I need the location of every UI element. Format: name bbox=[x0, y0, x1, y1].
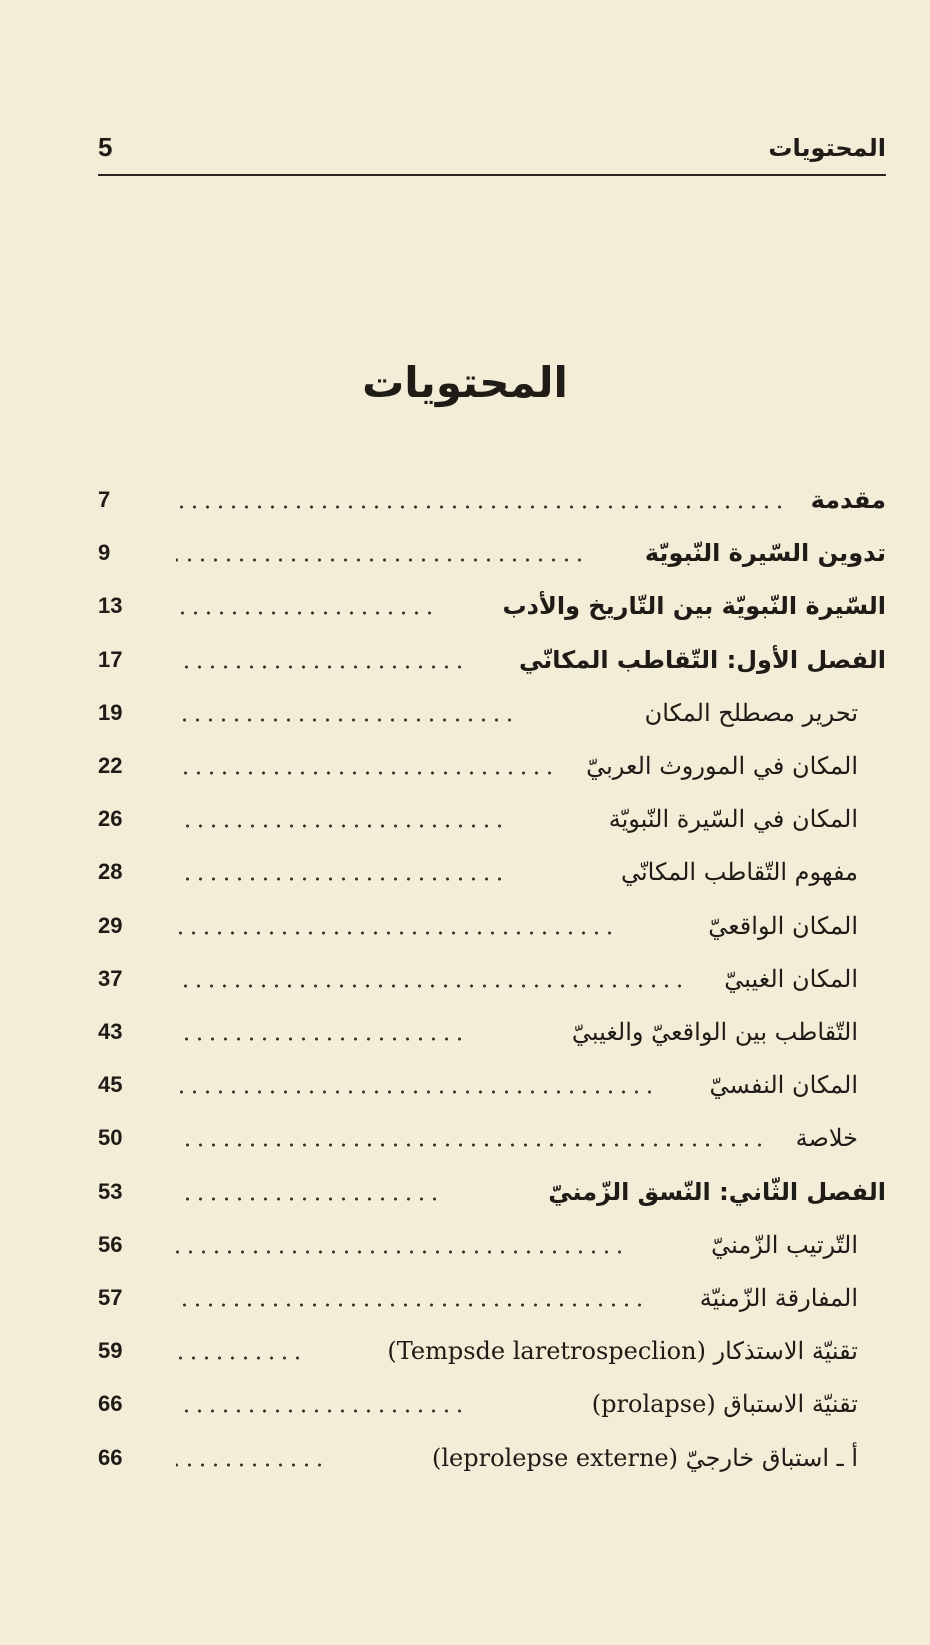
toc-entry-page-number: 13 bbox=[98, 593, 123, 618]
toc-entry bbox=[98, 1438, 886, 1478]
toc-entry bbox=[98, 1225, 886, 1265]
toc-entry-page-number: 50 bbox=[98, 1125, 123, 1150]
toc-dot-leader bbox=[176, 1463, 326, 1467]
toc-entry bbox=[98, 640, 886, 680]
toc-entry-title: تحرير مصطلح المكان bbox=[644, 699, 858, 727]
toc-entry-title: السّيرة النّبويّة بين التّاريخ والأدب bbox=[502, 592, 886, 620]
toc-entry-page-number: 9 bbox=[98, 540, 111, 565]
page-title: المحتويات bbox=[362, 358, 568, 407]
toc-entry bbox=[98, 480, 886, 520]
toc-entry bbox=[98, 906, 886, 946]
toc-entry-title: المكان الواقعيّ bbox=[708, 912, 858, 940]
toc-dot-leader bbox=[176, 558, 586, 562]
toc-entry bbox=[98, 1331, 886, 1371]
toc-entry-page-number: 22 bbox=[98, 753, 123, 778]
toc-entry bbox=[98, 852, 886, 892]
toc-dot-leader bbox=[176, 1303, 646, 1307]
toc-entry-page-number: 66 bbox=[98, 1391, 123, 1416]
toc-entry-title: خلاصة bbox=[795, 1124, 858, 1152]
toc-dot-leader bbox=[176, 1143, 766, 1147]
toc-dot-leader bbox=[176, 665, 466, 669]
running-header-title: المحتويات bbox=[768, 134, 886, 162]
toc-entry-page-number: 7 bbox=[98, 487, 111, 512]
toc-entry bbox=[98, 533, 886, 573]
toc-entry-title: المكان في السّيرة النّبويّة bbox=[608, 805, 858, 833]
toc-entry-page-number: 59 bbox=[98, 1338, 123, 1363]
toc-entry bbox=[98, 746, 886, 786]
toc-entry-page-number: 19 bbox=[98, 700, 123, 725]
toc-entry-title: تقنيّة الاستذكار (Tempsde laretrospeclion) bbox=[387, 1337, 858, 1365]
toc-entry-page-number: 17 bbox=[98, 647, 123, 672]
toc-entry bbox=[98, 1172, 886, 1212]
toc-entry-page-number: 43 bbox=[98, 1019, 123, 1044]
toc-entry bbox=[98, 1118, 886, 1158]
toc-entry-page-number: 45 bbox=[98, 1072, 123, 1097]
toc-dot-leader bbox=[176, 1197, 441, 1201]
toc-entry-title: المفارقة الزّمنيّة bbox=[699, 1284, 858, 1312]
toc-entry bbox=[98, 1012, 886, 1052]
toc-entry bbox=[98, 959, 886, 999]
toc-entry bbox=[98, 586, 886, 626]
toc-entry-page-number: 57 bbox=[98, 1285, 123, 1310]
toc-dot-leader bbox=[176, 1037, 466, 1041]
running-header-page-number: 5 bbox=[98, 132, 113, 162]
toc-dot-leader bbox=[176, 718, 516, 722]
toc-entry-title: تدوين السّيرة النّبويّة bbox=[644, 539, 886, 567]
toc-entry-title: المكان في الموروث العربيّ bbox=[586, 752, 858, 780]
toc-dot-leader bbox=[176, 1250, 626, 1254]
toc-entry bbox=[98, 693, 886, 733]
toc-entry-title: التّرتيب الزّمنيّ bbox=[711, 1231, 858, 1259]
toc-dot-leader bbox=[176, 1090, 656, 1094]
toc-entry-page-number: 66 bbox=[98, 1445, 123, 1470]
toc-entry bbox=[98, 1278, 886, 1318]
toc-entry-title: تقنيّة الاستباق (prolapse) bbox=[591, 1390, 858, 1418]
toc-entry bbox=[98, 1384, 886, 1424]
toc-entry-title: مقدمة bbox=[810, 486, 886, 514]
toc-entry-title: أ ـ استباق خارجيّ (leprolepse externe) bbox=[431, 1444, 858, 1472]
toc-dot-leader bbox=[176, 824, 506, 828]
toc-entry-title: مفهوم التّقاطب المكانّي bbox=[620, 858, 858, 886]
toc-dot-leader bbox=[176, 984, 686, 988]
toc-entry-page-number: 53 bbox=[98, 1179, 123, 1204]
toc-entry-page-number: 26 bbox=[98, 806, 123, 831]
toc-entry bbox=[98, 799, 886, 839]
toc-dot-leader bbox=[176, 771, 556, 775]
toc-entry-title: الفصل الأول: التّقاطب المكانّي bbox=[518, 646, 886, 674]
toc-entry-title: المكان النفسيّ bbox=[709, 1071, 858, 1099]
toc-entry-page-number: 37 bbox=[98, 966, 123, 991]
toc-dot-leader bbox=[176, 931, 616, 935]
toc-dot-leader bbox=[176, 1409, 466, 1413]
toc-entry-page-number: 56 bbox=[98, 1232, 123, 1257]
toc-entry-title: الفصل الثّاني: النّسق الزّمنيّ bbox=[548, 1178, 886, 1206]
toc-dot-leader bbox=[176, 505, 786, 509]
toc-dot-leader bbox=[176, 1356, 304, 1360]
toc-entry-page-number: 28 bbox=[98, 859, 123, 884]
toc-entry-title: التّقاطب بين الواقعيّ والغيبيّ bbox=[571, 1018, 858, 1046]
toc-dot-leader bbox=[176, 611, 436, 615]
toc-entry bbox=[98, 1065, 886, 1105]
toc-dot-leader bbox=[176, 877, 506, 881]
toc-entry-title: المكان الغيبيّ bbox=[724, 965, 858, 993]
toc-entry-page-number: 29 bbox=[98, 913, 123, 938]
